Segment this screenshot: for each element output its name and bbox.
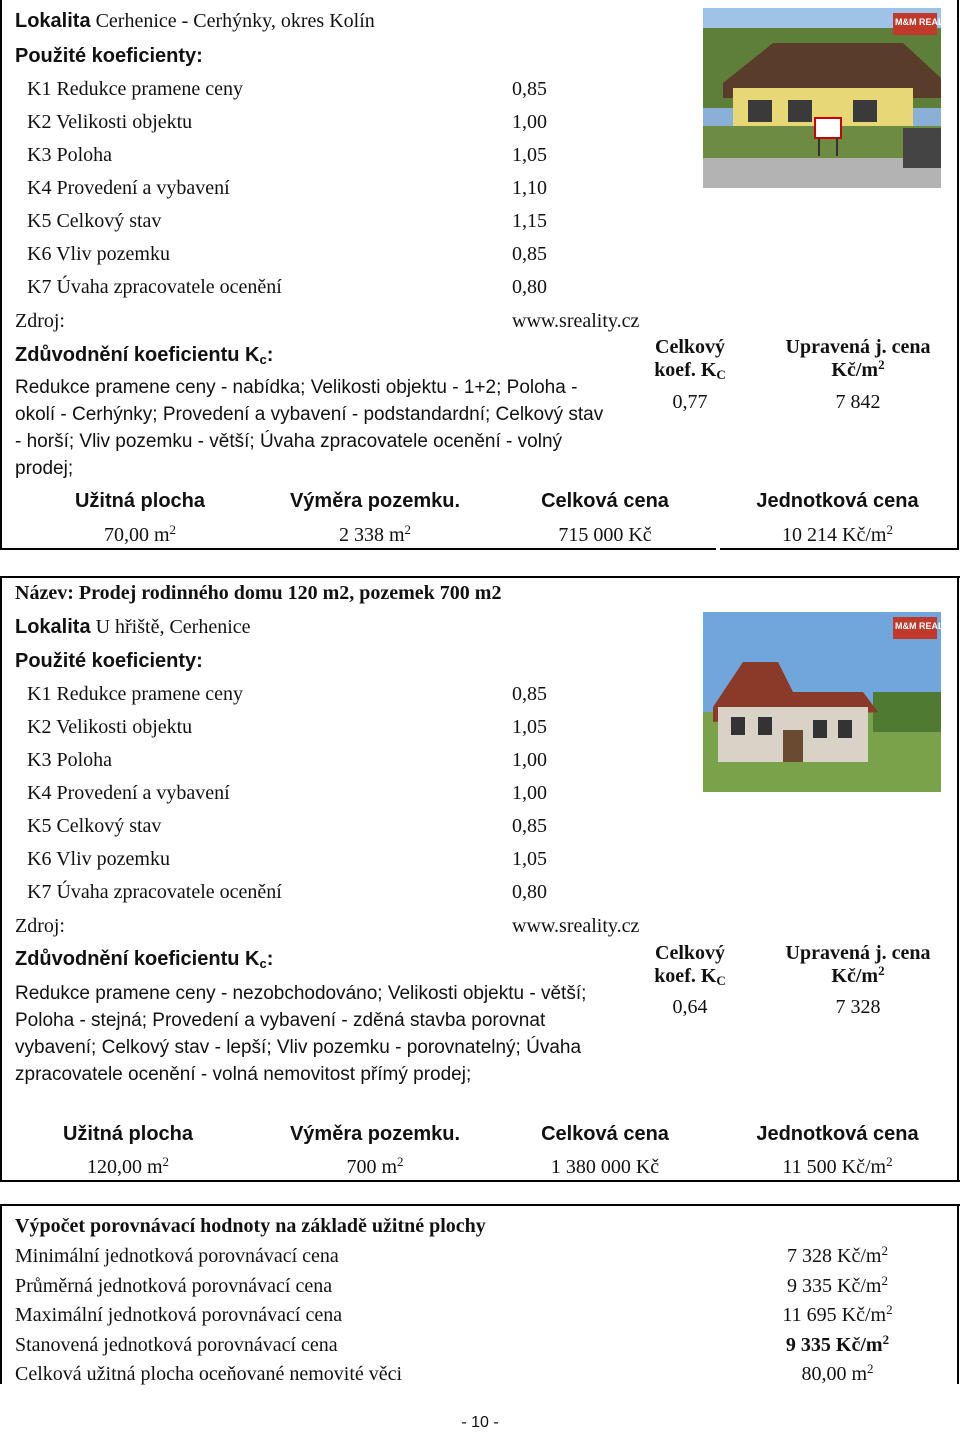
property-photo (703, 8, 958, 188)
coef-value: 1,05 (512, 144, 547, 166)
lokalita: Lokalita Cerhenice - Cerhýnky, okres Kolín (15, 10, 375, 32)
celkovy-value: 0,64 (672, 996, 708, 1018)
coef-value: 1,05 (512, 716, 547, 738)
top-border (0, 576, 960, 578)
left-border (0, 576, 2, 1182)
coef-label: K6 Vliv pozemku (27, 243, 170, 265)
zdroj-label: Zdroj: (15, 310, 65, 332)
coef-label: K1 Redukce pramene ceny (27, 78, 244, 100)
bottom-border-left (0, 548, 716, 550)
zdroj-value: www.sreality.cz (512, 310, 640, 332)
coef-value: 1,00 (512, 782, 547, 804)
celkova-value: 1 380 000 Kč (550, 1156, 660, 1178)
bottom-border-right (720, 548, 959, 550)
header-celkova: Celková cena (541, 490, 669, 512)
celkovy-label: Celkový koef. $K_C$ (654, 942, 726, 988)
photo-logo: M&M REALITY (895, 621, 958, 631)
coef-value: 0,80 (512, 881, 547, 903)
coef-label: K7 Úvaha zpracovatele ocenění (27, 881, 282, 903)
header-uzitna: Užitná plocha (74, 490, 205, 512)
header-celkova: Celková cena (541, 1123, 669, 1145)
celkovy-value: 0,77 (672, 391, 708, 413)
coef-label: K6 Vliv pozemku (27, 848, 170, 870)
summary-label: Minimální jednotková porovnávací cena (15, 1245, 339, 1267)
coef-value: 0,85 (512, 78, 547, 100)
coef-label: K5 Celkový stav (27, 815, 162, 837)
coef-label: K4 Provedení a vybavení (27, 177, 230, 199)
coef-value: 0,85 (512, 243, 547, 265)
jednotkova-value: 11 500 $Kč/m^2$ (782, 1154, 893, 1178)
coef-value: 0,85 (512, 683, 547, 705)
upravena-label: Upravená j. cena $Kč/m^2$ (785, 336, 931, 381)
summary-value: 9 335 $Kč/m^2$ (785, 1331, 890, 1356)
summary-label: Stanovená jednotková porovnávací cena (15, 1333, 338, 1356)
summary-value: 7 328 $Kč/m^2$ (787, 1243, 888, 1267)
coef-label: K2 Velikosti objektu (27, 111, 193, 133)
upravena-value: 7 328 (835, 996, 881, 1018)
page-number: - 10 - (461, 1414, 499, 1431)
coef-value: 0,80 (512, 276, 547, 298)
house-photo-1 (703, 8, 941, 188)
coef-heading: Použité koeficienty: (15, 650, 203, 672)
left-border (0, 1204, 2, 1384)
lokalita: Lokalita U hřiště, Cerhenice (15, 616, 251, 638)
summary-value: 11 695 $Kč/m^2$ (782, 1302, 893, 1326)
house-photo-2 (703, 612, 941, 792)
coef-value: 0,85 (512, 815, 547, 837)
justification-heading: Zdůvodnění koeficientu $K_c$: (15, 344, 274, 367)
vymera-value: 2 338 $m^2$ (338, 522, 412, 546)
summary-label: Maximální jednotková porovnávací cena (15, 1304, 343, 1326)
coef-label: K3 Poloha (27, 144, 112, 166)
coef-value: 1,15 (512, 210, 547, 232)
top-border (0, 1204, 960, 1206)
header-uzitna: Užitná plocha (62, 1123, 193, 1145)
nazev: Název: Prodej rodinného domu 120 m2, pozemek 700 m2 (15, 582, 502, 604)
summary-heading: Výpočet porovnávací hodnoty na základě užitné plochy (15, 1215, 486, 1237)
justification-text: Redukce pramene ceny - nezobchodováno; Velikosti objektu - větší; Poloha - stejná; Provedení a vybavení - zděná stavba porovnat vybavení; Celkový stav - lepší; Vliv pozemku - porovnatelný; Úvaha zpracovatele ocenění - volná nemovitost přímý prodej; (15, 983, 587, 1085)
summary-label: Průměrná jednotková porovnávací cena (15, 1274, 333, 1297)
header-jednotkova: Jednotková cena (756, 1123, 919, 1145)
bottom-border (0, 1180, 960, 1182)
coef-value: 1,00 (512, 111, 547, 133)
zdroj-label: Zdroj: (15, 915, 65, 937)
right-border (957, 1204, 959, 1384)
coef-value: 1,10 (512, 177, 547, 199)
coef-label: K3 Poloha (27, 749, 112, 771)
header-vymera: Výměra pozemku. (289, 1123, 461, 1145)
justification-heading: Zdůvodnění koeficientu $K_c$: (15, 948, 274, 971)
zdroj-value: www.sreality.cz (512, 915, 640, 937)
coef-label: K5 Celkový stav (27, 210, 162, 232)
right-border (957, 576, 959, 1182)
summary-value: 9 335 $Kč/m^2$ (787, 1272, 888, 1297)
header-jednotkova: Jednotková cena (756, 490, 919, 512)
header-vymera: Výměra pozemku. (289, 490, 461, 512)
uzitna-value: 70,00 $m^2$ (103, 522, 177, 546)
coef-value: 1,00 (512, 749, 547, 771)
coef-label: K4 Provedení a vybavení (27, 782, 230, 804)
vymera-value: 700 $m^2$ (346, 1154, 404, 1178)
jednotkova-value: 10 214 $Kč/m^2$ (782, 522, 893, 546)
celkovy-label: Celkový koef. $K_C$ (654, 336, 726, 382)
property-photo (703, 612, 958, 792)
summary-value: 80,00 $m^2$ (801, 1361, 874, 1385)
coef-value: 1,05 (512, 848, 547, 870)
coef-label: K2 Velikosti objektu (27, 716, 193, 738)
upravena-label: Upravená j. cena $Kč/m^2$ (785, 942, 931, 987)
left-border (0, 0, 2, 550)
coef-heading: Použité koeficienty: (15, 45, 203, 67)
upravena-value: 7 842 (835, 391, 881, 413)
justification-text: Redukce pramene ceny - nabídka; Velikosti objektu - 1+2; Poloha - okolí - Cerhýnky; Provedení a vybavení - podstandardní; Celkový stav - horší; Vliv pozemku - větší; Úvaha zpracovatele ocenění - volný prodej; (15, 377, 604, 479)
coef-label: K1 Redukce pramene ceny (27, 683, 244, 705)
coef-label: K7 Úvaha zpracovatele ocenění (27, 276, 282, 298)
photo-logo: M&M REALITY (895, 17, 958, 27)
celkova-value: 715 000 Kč (558, 524, 652, 546)
summary-label: Celková užitná plocha oceňované nemovité věci (15, 1363, 403, 1385)
right-border (957, 0, 959, 550)
uzitna-value: 120,00 $m^2$ (86, 1154, 170, 1178)
